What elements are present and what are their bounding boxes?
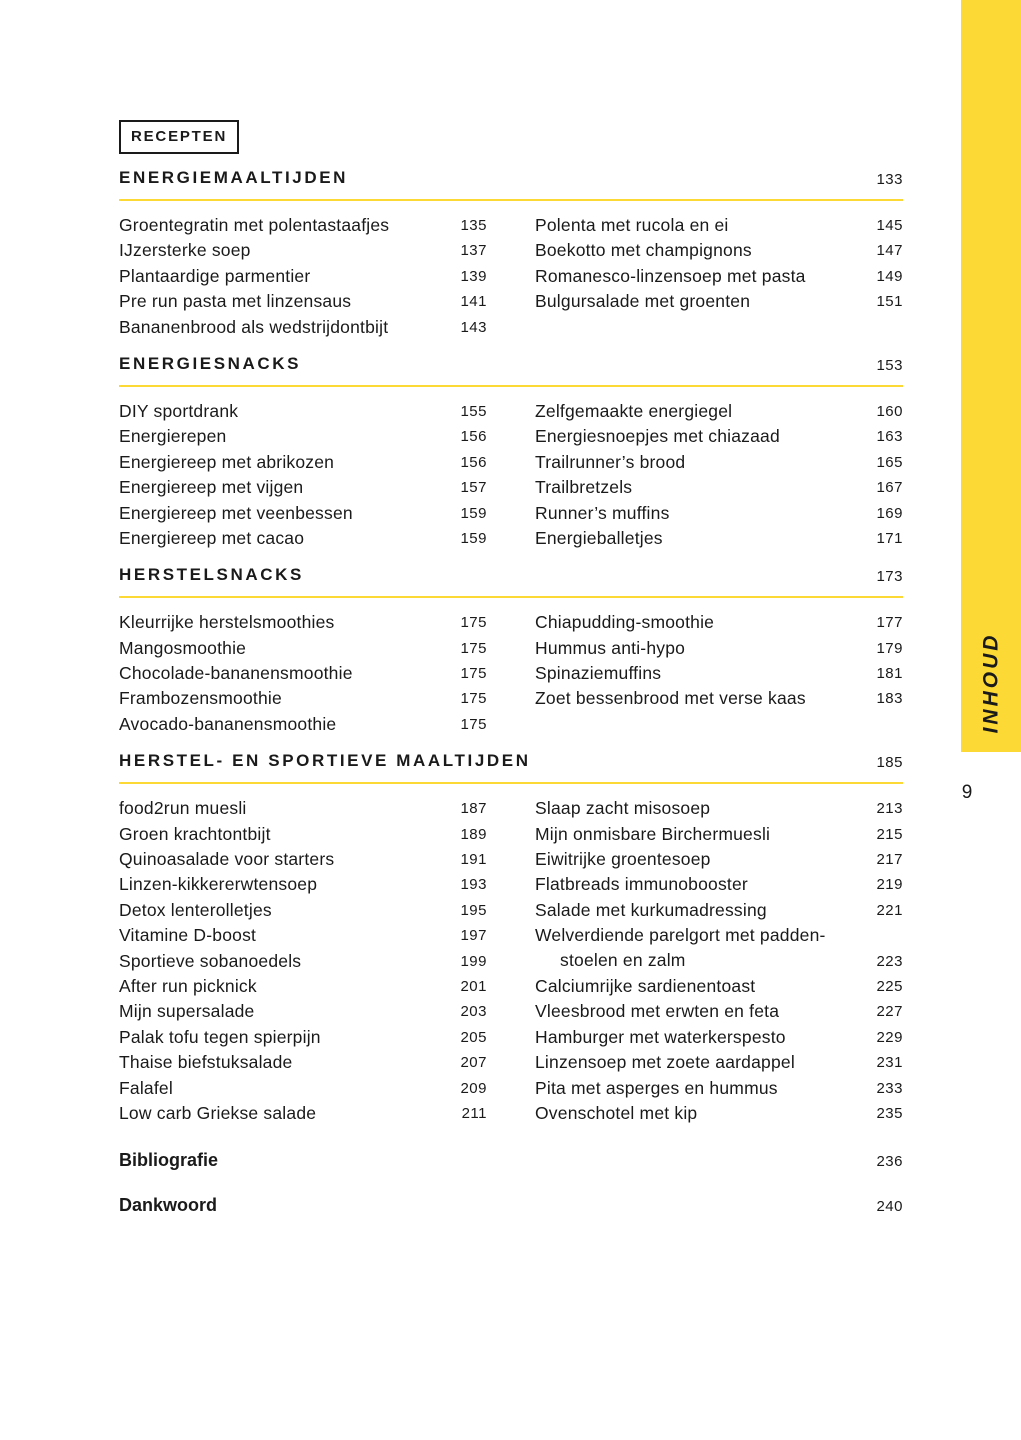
column-right (535, 796, 903, 1126)
entry-page-number: 156 (460, 453, 487, 471)
entry-title (119, 661, 447, 686)
entry-title-line: Palak tofu tegen spierpijn (119, 1026, 321, 1047)
entry-title-line: Trailbretzels (535, 477, 633, 498)
toc-entry[interactable] (119, 1050, 487, 1075)
toc-entry[interactable] (535, 475, 903, 500)
section-page-number: 153 (876, 356, 903, 374)
entry-title-line: Zoet bessenbrood met verse kaas (535, 688, 806, 709)
entry-title-line: Pre run pasta met linzensaus (119, 291, 352, 312)
toc-entry[interactable] (535, 999, 903, 1024)
entry-title-line: Linzensoep met zoete aardappel (535, 1052, 795, 1073)
entry-page-number: 233 (876, 1079, 903, 1097)
entry-title-line: Detox lenterolletjes (119, 899, 272, 920)
entry-title (535, 1101, 863, 1126)
column-right (535, 399, 903, 551)
entry-page-number: 187 (460, 800, 487, 818)
entry-page-number: 159 (460, 529, 487, 547)
entry-title-line: Bulgursalade met groenten (535, 291, 751, 312)
toc-entry[interactable] (119, 822, 487, 847)
entry-page-number: 221 (876, 901, 903, 919)
table-of-contents (119, 120, 903, 1216)
entry-title (535, 636, 863, 661)
entry-title-line: Kleurrijke herstelsmoothies (119, 612, 335, 633)
entry-title (535, 399, 863, 424)
section-page-number: 173 (876, 568, 903, 586)
entry-title-line: Energiereep met abrikozen (119, 451, 335, 472)
entry-title-line: Chiapudding-smoothie (535, 612, 715, 633)
entry-title (535, 872, 863, 897)
entry-title (119, 315, 447, 340)
entry-page-number: 211 (461, 1104, 487, 1122)
entry-title-line: Calciumrijke sardienentoast (535, 976, 756, 996)
entry-title (535, 526, 863, 551)
toc-entry[interactable] (535, 796, 903, 821)
entry-title-line: Energiesnoepjes met chiazaad (535, 426, 780, 447)
entry-title (535, 501, 863, 526)
toc-entry[interactable] (535, 450, 903, 475)
entry-page-number: 181 (876, 665, 903, 683)
entry-title (535, 475, 863, 500)
entry-page-number: 199 (460, 952, 487, 970)
entry-title-line: Bananenbrood als wedstrijdontbijt (119, 316, 389, 337)
toc-entry[interactable] (119, 526, 487, 551)
entry-title-line: Energiereep met veenbessen (119, 502, 353, 523)
entry-page-number: 201 (460, 977, 487, 995)
entry-page-number: 189 (460, 825, 487, 843)
entry-title-line: Boekotto met champignons (535, 240, 752, 261)
entry-page-number: 197 (460, 927, 487, 945)
toc-entry[interactable] (535, 898, 903, 923)
entry-title-line: Hummus anti-hypo (535, 637, 686, 658)
toc-entry[interactable] (535, 1101, 903, 1126)
entry-title-line: Eiwitrijke groentesoep (535, 849, 711, 870)
entry-page-number: 205 (460, 1028, 487, 1046)
entry-page-number: 159 (460, 504, 487, 522)
entry-title (119, 974, 447, 999)
entry-title-line: Chocolade-bananensmoothie (119, 663, 353, 684)
section-header (119, 354, 903, 387)
entry-page-number: 223 (876, 953, 903, 970)
entry-page-number: 151 (876, 293, 903, 311)
toc-entry[interactable] (535, 424, 903, 449)
entry-title (535, 686, 863, 711)
entry-title-line: Slaap zacht misosoep (535, 798, 711, 819)
entry-title-line: Vleesbrood met erwten en feta (535, 1001, 780, 1022)
toc-section (119, 354, 903, 551)
entry-page-number: 135 (460, 217, 487, 234)
entry-page-number: 155 (460, 402, 487, 420)
entry-page-number: 139 (460, 267, 487, 285)
toc-entry[interactable] (119, 949, 487, 974)
entry-title-line: Polenta met rucola en ei (535, 215, 729, 235)
toc-entry[interactable] (119, 974, 487, 999)
entry-page-number: 165 (876, 453, 903, 471)
entry-title (119, 1101, 447, 1126)
entry-title (535, 974, 863, 999)
toc-entry[interactable] (535, 872, 903, 897)
column-right (535, 610, 903, 737)
entry-page-number: 171 (876, 529, 903, 547)
entry-title (535, 289, 863, 314)
toc-entry[interactable] (119, 999, 487, 1024)
section-header (119, 168, 903, 201)
entry-page-number: 169 (876, 504, 903, 522)
entry-title (119, 872, 447, 897)
extra-page-number: 236 (876, 1153, 903, 1171)
toc-extra-entry[interactable] (119, 1150, 903, 1171)
entry-title (535, 213, 863, 238)
toc-entry[interactable] (119, 923, 487, 948)
entry-title-line: Energieballetjes (535, 527, 663, 548)
toc-entry[interactable] (535, 238, 903, 263)
section-title: HERSTEL- EN SPORTIEVE MAALTIJDEN (119, 751, 531, 771)
toc-entry[interactable] (535, 661, 903, 686)
entry-title (535, 999, 863, 1024)
toc-section (119, 751, 903, 1126)
entry-title (119, 264, 447, 289)
toc-entry[interactable] (119, 501, 487, 526)
entry-title (535, 450, 863, 475)
entry-title (535, 424, 863, 449)
entry-page-number: 235 (876, 1104, 903, 1122)
entry-page-number: 167 (876, 479, 903, 497)
entry-title (119, 1050, 447, 1075)
toc-entry[interactable] (119, 1025, 487, 1050)
toc-entry[interactable] (535, 399, 903, 424)
entry-title (535, 1025, 863, 1050)
entry-page-number: 219 (876, 876, 903, 894)
entry-page-number: 229 (876, 1028, 903, 1046)
toc-entry[interactable] (119, 636, 487, 661)
entry-title-line: Flatbreads immunobooster (535, 874, 748, 895)
entry-title-line: After run picknick (119, 975, 257, 996)
toc-section (119, 168, 903, 340)
section-header (119, 751, 903, 784)
entry-title (535, 847, 863, 872)
entry-title (119, 686, 447, 711)
entry-page-number: 225 (876, 978, 903, 995)
entry-page-number: 156 (460, 428, 487, 446)
toc-entry[interactable] (119, 661, 487, 686)
toc-entry[interactable] (535, 822, 903, 847)
entry-title (535, 796, 863, 821)
entry-title-line: IJzersterke soep (119, 240, 251, 261)
entry-page-number: 191 (460, 851, 487, 869)
toc-entry[interactable] (119, 315, 487, 340)
toc-entry[interactable] (535, 1050, 903, 1075)
entry-title (119, 399, 447, 424)
toc-extras (119, 1150, 903, 1216)
entry-title-line: Frambozensmoothie (119, 688, 282, 709)
toc-entry[interactable] (535, 289, 903, 314)
entry-page-number: 213 (876, 800, 903, 818)
entry-title-line: Falafel (119, 1077, 173, 1098)
entry-title-line: Pita met asperges en hummus (535, 1077, 778, 1098)
entry-title (119, 501, 447, 526)
entry-title (119, 847, 447, 872)
section-page-number: 133 (876, 171, 903, 188)
entry-page-number: 175 (460, 665, 487, 683)
entry-page-number: 175 (460, 690, 487, 708)
entry-title (119, 238, 447, 263)
section-columns (119, 399, 903, 551)
entry-title (535, 264, 863, 289)
entry-title (119, 923, 447, 948)
toc-entry[interactable] (119, 610, 487, 635)
toc-entry[interactable] (535, 264, 903, 289)
entry-title-line: Trailrunner’s brood (535, 451, 686, 472)
entry-page-number: 143 (460, 318, 487, 336)
entry-title-line: Energiereep met vijgen (119, 477, 304, 498)
entry-title (119, 822, 447, 847)
entry-title-line: Romanesco-linzensoep met pasta (535, 265, 806, 286)
toc-extra-entry[interactable] (119, 1195, 903, 1216)
entry-title (119, 636, 447, 661)
entry-title (119, 898, 447, 923)
entry-title-line: Thaise biefstuksalade (119, 1052, 293, 1073)
toc-entry[interactable] (535, 974, 903, 999)
entry-page-number: 145 (876, 217, 903, 234)
entry-title-line: Low carb Griekse salade (119, 1102, 317, 1123)
extra-page-number: 240 (876, 1198, 903, 1216)
entry-title (119, 1025, 447, 1050)
toc-entry[interactable] (119, 796, 487, 821)
toc-entry[interactable] (119, 1101, 487, 1126)
entry-page-number: 175 (460, 614, 487, 632)
section-title: ENERGIESNACKS (119, 353, 302, 373)
side-tab-text: INHOUD (979, 632, 1002, 734)
entry-title-line: Runner’s muffins (535, 502, 670, 523)
entry-title-line: Salade met kurkumadressing (535, 899, 767, 920)
entry-page-number: 183 (876, 690, 903, 708)
column-left (119, 796, 487, 1126)
entry-title-line: Energiereep met cacao (119, 527, 305, 548)
entry-title-line: Groentegratin met polentastaafjes (119, 215, 390, 235)
extra-title: Dankwoord (119, 1195, 218, 1216)
toc-entry[interactable] (535, 526, 903, 551)
entry-title-line: Ovenschotel met kip (535, 1102, 698, 1123)
toc-entry[interactable] (119, 264, 487, 289)
entry-page-number: 193 (460, 876, 487, 894)
section-title: ENERGIEMAALTIJDEN (119, 168, 349, 187)
column-left (119, 610, 487, 737)
toc-entry[interactable] (119, 898, 487, 923)
toc-entry[interactable] (535, 1076, 903, 1101)
entry-page-number: 195 (460, 901, 487, 919)
toc-entry[interactable] (119, 712, 487, 737)
entry-page-number: 207 (460, 1054, 487, 1072)
entry-page-number: 231 (876, 1054, 903, 1072)
entry-title (119, 712, 447, 737)
entry-title (119, 796, 447, 821)
entry-title (119, 526, 447, 551)
entry-title (119, 213, 447, 238)
entry-title-line: food2run muesli (119, 798, 247, 819)
entry-title (535, 238, 863, 263)
entry-page-number: 141 (460, 293, 487, 311)
toc-entry[interactable] (535, 610, 903, 635)
column-right (535, 213, 903, 340)
toc-entry[interactable] (535, 847, 903, 872)
toc-entry[interactable] (535, 923, 903, 974)
column-left (119, 399, 487, 551)
entry-page-number: 227 (876, 1003, 903, 1021)
entry-title (119, 450, 447, 475)
section-header (119, 565, 903, 598)
entry-page-number: 163 (876, 428, 903, 446)
entry-page-number: 147 (876, 242, 903, 260)
entry-page-number: 149 (876, 267, 903, 285)
section-columns (119, 610, 903, 737)
entry-title (535, 1050, 863, 1075)
toc-entry[interactable] (119, 238, 487, 263)
page-number: 9 (961, 782, 973, 803)
toc-entry[interactable] (119, 213, 487, 238)
section-columns (119, 213, 903, 340)
entry-title (535, 661, 863, 686)
entry-title-line: Mijn onmisbare Birchermuesli (535, 823, 771, 844)
entry-title-continuation: stoelen en zalm (560, 950, 686, 971)
side-tab-label (961, 618, 1021, 748)
entry-title-line: Quinoasalade voor starters (119, 849, 335, 870)
entry-page-number: 209 (460, 1079, 487, 1097)
entry-title-line: Zelfgemaakte energiegel (535, 400, 733, 421)
toc-entry[interactable] (119, 847, 487, 872)
entry-title-line: DIY sportdrank (119, 400, 239, 421)
entry-title (119, 424, 447, 449)
entry-title (119, 999, 447, 1024)
entry-title-line: Avocado-bananensmoothie (119, 713, 337, 734)
entry-page-number: 179 (876, 639, 903, 657)
recepten-heading: RECEPTEN (119, 120, 239, 154)
toc-entry[interactable] (119, 450, 487, 475)
entry-title-line: Groen krachtontbijt (119, 823, 271, 844)
toc-entry[interactable] (535, 686, 903, 711)
entry-page-number: 137 (460, 242, 487, 260)
entry-page-number: 160 (876, 402, 903, 420)
entry-page-number: 215 (876, 825, 903, 843)
column-left (119, 213, 487, 340)
entry-page-number: 157 (460, 479, 487, 497)
toc-entry[interactable] (535, 1025, 903, 1050)
entry-title-line: Energierepen (119, 426, 227, 447)
toc-sections (119, 168, 903, 1126)
entry-title-line: Mijn supersalade (119, 1001, 255, 1022)
entry-title (535, 822, 863, 847)
toc-entry[interactable] (535, 501, 903, 526)
entry-page-number: 175 (460, 715, 487, 733)
toc-entry[interactable] (119, 872, 487, 897)
toc-entry[interactable] (535, 636, 903, 661)
entry-title (535, 1076, 863, 1101)
toc-entry[interactable] (119, 686, 487, 711)
entry-page-number: 175 (460, 639, 487, 657)
entry-title-line: Vitamine D-boost (119, 925, 257, 946)
section-title: HERSTELSNACKS (119, 565, 304, 585)
entry-title-line: Sportieve sobanoedels (119, 950, 302, 971)
entry-title-line: Plantaardige parmentier (119, 265, 311, 286)
entry-title (535, 923, 863, 973)
section-columns (119, 796, 903, 1126)
entry-title (119, 949, 447, 974)
toc-entry[interactable] (535, 213, 903, 238)
entry-title (119, 289, 447, 314)
toc-entry[interactable] (119, 399, 487, 424)
toc-entry[interactable] (119, 289, 487, 314)
entry-page-number: 217 (876, 851, 903, 869)
section-page-number: 185 (876, 754, 903, 772)
toc-entry[interactable] (119, 475, 487, 500)
entry-title-line: Welverdiende parelgort met padden- (535, 925, 826, 946)
toc-section (119, 565, 903, 737)
entry-title (535, 898, 863, 923)
entry-title-line: Mangosmoothie (119, 637, 247, 658)
entry-title (119, 475, 447, 500)
entry-page-number: 203 (460, 1003, 487, 1021)
entry-title (535, 610, 863, 635)
entry-title-line: Spinaziemuffins (535, 663, 662, 684)
entry-title-line: Linzen-kikkererwtensoep (119, 874, 318, 895)
entry-title (119, 1076, 447, 1101)
entry-page-number: 177 (876, 614, 903, 632)
extra-title: Bibliografie (119, 1150, 219, 1171)
toc-entry[interactable] (119, 424, 487, 449)
entry-title (119, 610, 447, 635)
entry-title-line: Hamburger met waterkerspesto (535, 1026, 786, 1047)
toc-entry[interactable] (119, 1076, 487, 1101)
